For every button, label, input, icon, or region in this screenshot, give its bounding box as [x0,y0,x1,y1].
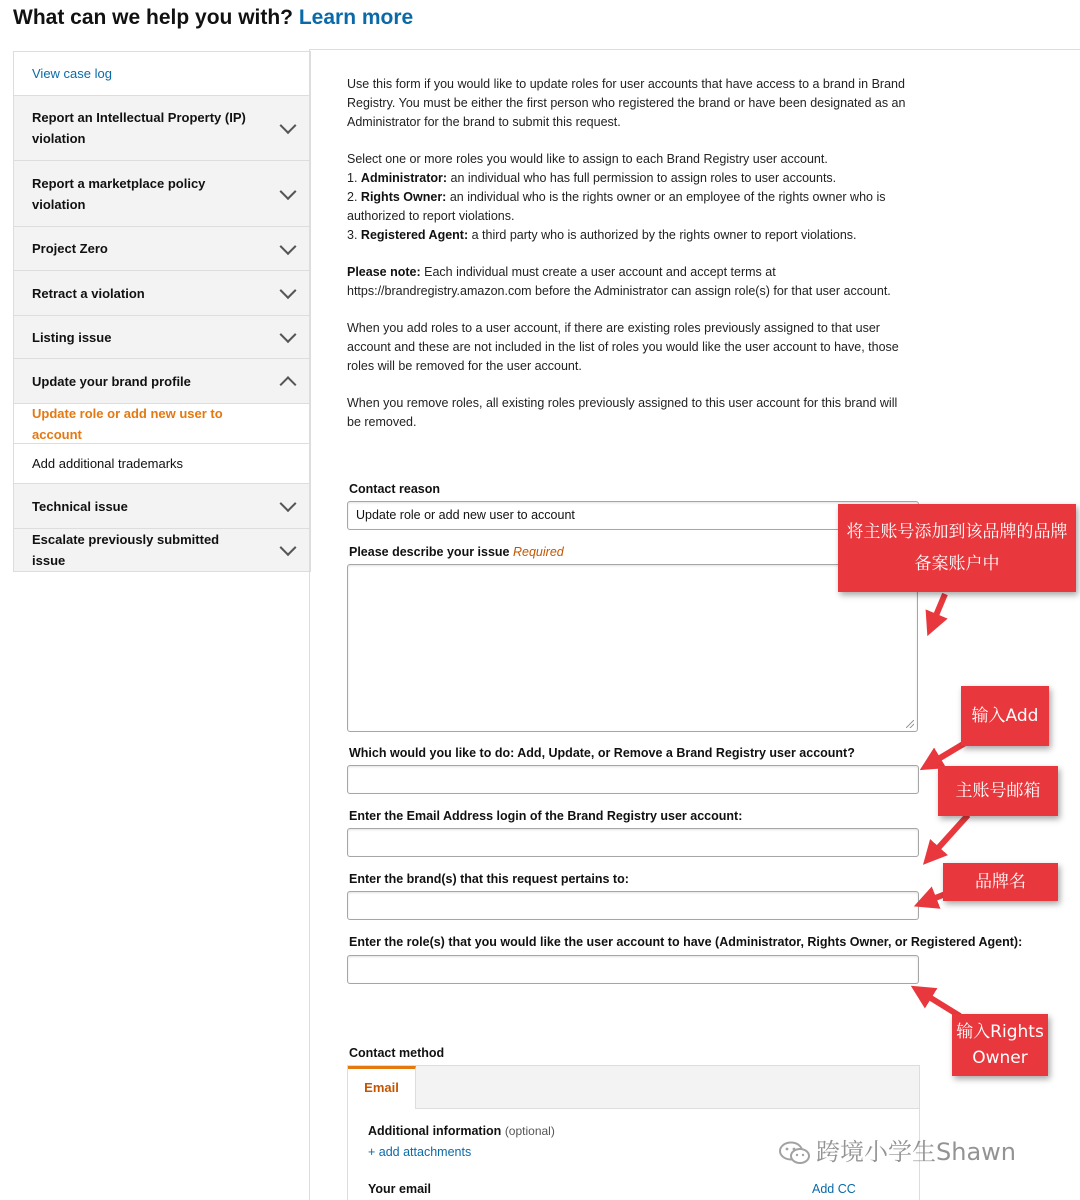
additional-info-title: Additional information [368,1124,502,1138]
arrow-3 [931,815,968,856]
sidebar-item-label: Technical issue [32,498,128,514]
note-text: Each individual must create a user account and accept terms at https://brandregistry.amazon.com before the Administrator can assign role(s) for that user account. [347,265,891,298]
wechat-icon [778,1141,812,1165]
sidebar-item-label: View case log [32,66,112,81]
callout-enter-add: 输入Add [961,686,1049,746]
describe-issue-text: Please describe your issue [349,545,510,559]
tab-email[interactable]: Email [348,1066,416,1109]
watermark [778,1132,1016,1167]
watermark-text: 跨境小学生Shawn [816,1138,1016,1166]
role-num: 3. [347,228,358,242]
role-text: a third party who is authorized by the rights owner to report violations. [471,228,857,242]
intro-paragraph: When you remove roles, all existing roles previously assigned to this user account for this brand will be removed. [347,396,898,429]
roles-lead: Select one or more roles you would like to assign to each Brand Registry user account. [347,152,828,166]
role-num: 2. [347,190,358,204]
role-title: Rights Owner: [360,190,447,204]
required-tag: Required [513,545,564,559]
callout-rights-owner: 输入Rights Owner [952,1014,1048,1076]
add-attachments-link[interactable]: + add attachments [368,1145,472,1159]
contact-reason-select[interactable]: Update role or add new user to account [347,501,919,530]
add-cc-link[interactable]: Add CC [812,1182,856,1196]
note-title: Please note: [347,265,421,279]
intro-paragraph: Use this form if you would like to update roles for user accounts that have access to a brand in Brand Registry. You must be either the first person who registered the brand or have been designated as an Administrator for the brand to submit this request. [347,77,906,129]
arrow-2 [930,743,965,764]
q2-label: Enter the Email Address login of the Brand Registry user account: [349,809,743,823]
contact-method-label: Contact method [349,1046,445,1060]
callout-brand-name: 品牌名 [943,863,1058,901]
q4-label: Enter the role(s) that you would like the user account to have (Administrator, Rights Owner, or Registered Agent): [349,935,1023,949]
sidebar-item-label: Update your brand profile [32,373,191,389]
arrow-1 [932,594,945,625]
sidebar-item-label: Update role or add new user to account [32,405,223,442]
q3-label: Enter the brand(s) that this request pertains to: [349,872,629,886]
sidebar-item-label: Retract a violation [32,285,145,301]
role-title: Administrator: [360,171,448,185]
sidebar-item-label: Report a marketplace policy violation [32,175,206,212]
sidebar-item-label: Escalate previously submitted issue [32,532,220,568]
learn-more-link[interactable]: Learn more [298,6,414,29]
role-text: an individual who has full permission to assign roles to user accounts. [450,171,837,185]
role-num: 1. [347,171,358,185]
callout-add-main-account: 将主账号添加到该品牌的品牌备案账户中 [838,504,1076,592]
your-email-label: Your email [368,1182,431,1196]
q1-label: Which would you like to do: Add, Update, or Remove a Brand Registry user account? [349,746,855,760]
role-text: an individual who is the rights owner or an employee of the rights owner who is authorized to report violations. [347,190,886,223]
role-title: Registered Agent: [360,228,469,242]
callout-main-email: 主账号邮箱 [938,766,1058,816]
arrow-5 [921,992,960,1016]
page-title: What can we help you with? [13,6,294,29]
sidebar-item-label: Project Zero [32,241,108,256]
sidebar-item-label: Listing issue [32,329,112,345]
sidebar-item-label: Add additional trademarks [32,456,184,471]
sidebar-item-label: Report an Intellectual Property (IP) violation [32,110,246,146]
contact-reason-label: Contact reason [349,482,440,496]
optional-tag: (optional) [504,1124,555,1138]
intro-paragraph: When you add roles to a user account, if there are existing roles previously assigned to that user account and these are not included in the list of roles you would like the user account to have, those roles will be removed for the user account. [347,321,899,373]
